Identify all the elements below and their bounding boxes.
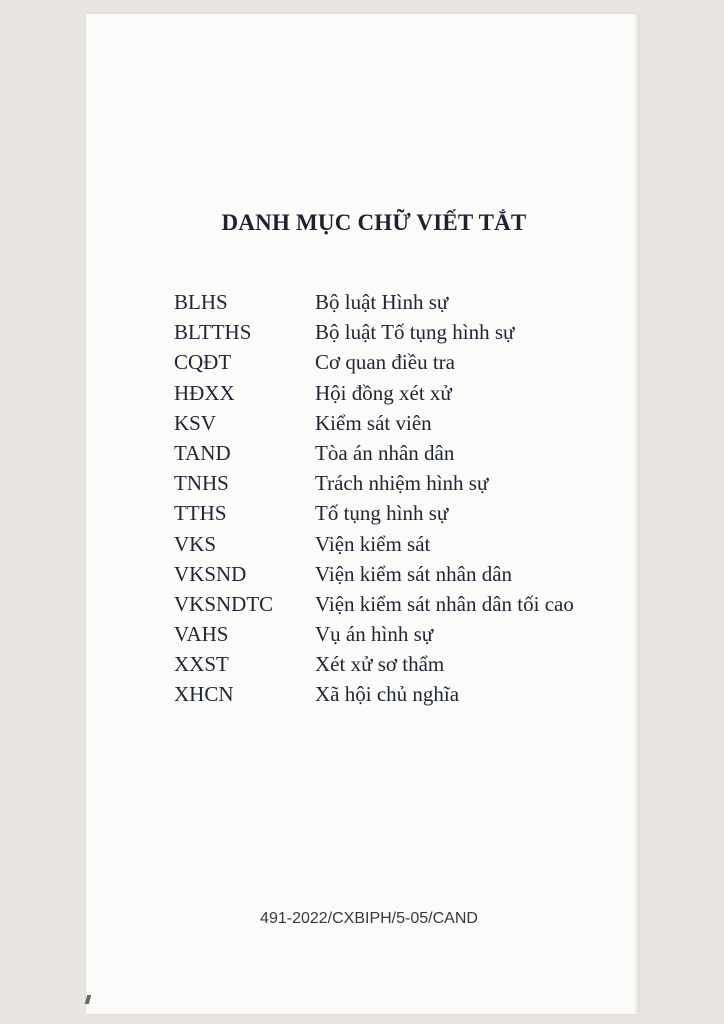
- abbreviation-row: [174, 441, 634, 471]
- abbreviation-row: [174, 381, 634, 411]
- abbreviation-row: [174, 622, 634, 652]
- abbreviation-row: [174, 320, 634, 350]
- abbreviation-code: TAND: [174, 440, 231, 465]
- book-page: [86, 14, 638, 1014]
- abbreviation-code: HĐXX: [174, 380, 235, 405]
- abbreviation-row: [174, 562, 634, 592]
- abbreviation-code: TNHS: [174, 471, 229, 496]
- abbreviation-meaning: Xã hội chủ nghĩa: [315, 682, 460, 707]
- publication-code: 491-2022/CXBIPH/5-05/CAND: [260, 910, 478, 927]
- page-edge-shadow: [634, 14, 638, 1014]
- abbreviation-row: [174, 501, 634, 531]
- abbreviation-meaning: Viện kiểm sát nhân dân tối cao: [315, 591, 574, 616]
- abbreviation-row: [174, 532, 634, 562]
- abbreviation-meaning: Viện kiểm sát nhân dân: [315, 561, 513, 586]
- abbreviation-meaning: Trách nhiệm hình sự: [315, 471, 489, 496]
- abbreviation-code: BLHS: [174, 290, 228, 314]
- abbreviation-meaning: Viện kiểm sát: [315, 531, 431, 556]
- abbreviation-row: [174, 682, 634, 712]
- abbreviation-meaning: Xét xử sơ thẩm: [315, 652, 445, 677]
- abbreviation-code: VKSND: [174, 561, 247, 586]
- abbreviation-meaning: Cơ quan điều tra: [315, 350, 455, 375]
- abbreviation-code: XHCN: [174, 682, 234, 707]
- abbreviation-row: [174, 350, 634, 380]
- abbreviation-meaning: Bộ luật Hình sự: [315, 290, 449, 314]
- abbreviation-code: VKSNDTC: [174, 591, 274, 616]
- abbreviation-row: [174, 411, 634, 441]
- abbreviation-meaning: Tòa án nhân dân: [315, 440, 455, 465]
- abbreviation-meaning: Vụ án hình sự: [315, 622, 434, 647]
- abbreviation-row: [174, 290, 634, 320]
- abbreviation-row: [174, 652, 634, 682]
- abbreviation-code: XXST: [174, 652, 229, 677]
- abbreviation-code: CQĐT: [174, 350, 232, 375]
- abbreviation-code: TTHS: [174, 501, 227, 526]
- page-title: DANH MỤC CHỮ VIẾT TẮT: [221, 210, 527, 235]
- abbreviation-list: [174, 290, 634, 713]
- abbreviation-meaning: Tố tụng hình sự: [315, 501, 449, 526]
- abbreviation-row: [174, 592, 634, 622]
- abbreviation-meaning: Kiểm sát viên: [315, 410, 432, 435]
- abbreviation-code: VKS: [174, 531, 217, 556]
- ink-mark: [85, 995, 91, 1004]
- abbreviation-row: [174, 471, 634, 501]
- abbreviation-code: VAHS: [174, 622, 229, 647]
- abbreviation-meaning: Hội đồng xét xử: [315, 380, 452, 405]
- abbreviation-code: BLTTHS: [174, 320, 252, 345]
- abbreviation-meaning: Bộ luật Tố tụng hình sự: [315, 320, 515, 345]
- abbreviation-code: KSV: [174, 410, 217, 435]
